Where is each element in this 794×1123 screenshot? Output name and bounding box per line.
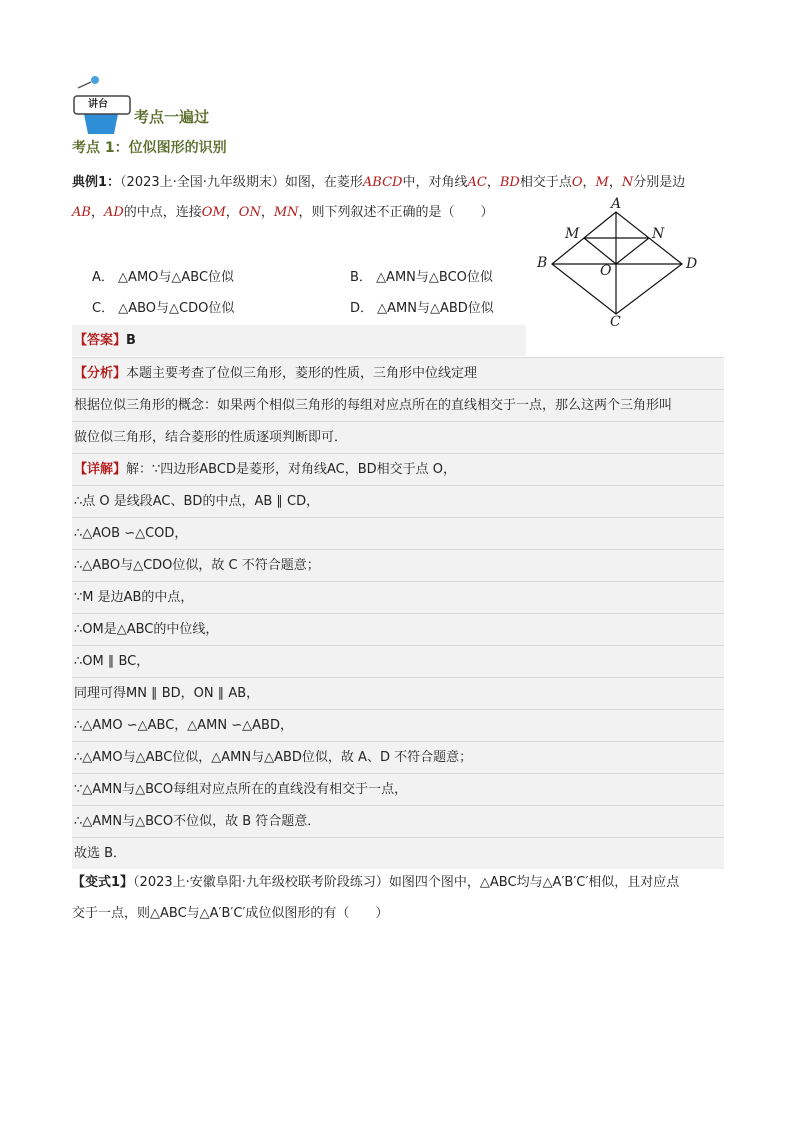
var-o: O	[571, 175, 583, 190]
label-c: C	[610, 314, 621, 330]
detail-text: ∴△AMO ∽△ABC，△AMN ∽△ABD，	[74, 718, 293, 733]
detail-line1	[72, 453, 724, 485]
detail-line9	[72, 709, 724, 741]
answer-row	[72, 325, 526, 356]
variant-tag: 【变式1】	[72, 875, 134, 890]
detail-line12	[72, 805, 724, 837]
option-text: △AMN与△BCO位似	[376, 270, 493, 285]
section-title: 考点一遍过	[134, 108, 210, 126]
detail-text: ∴△AMN与△BCO不位似，故 B 符合题意．	[74, 814, 321, 829]
var-ad: AD	[103, 205, 124, 220]
variant-line1	[72, 874, 679, 892]
detail-line11	[72, 773, 724, 805]
detail-text: 同理可得MN ∥ BD，ON ∥ AB，	[74, 686, 260, 701]
var-mn: MN	[273, 205, 299, 220]
var-n: N	[621, 175, 634, 190]
label-b: B	[537, 255, 548, 271]
option-text: △AMN与△ABD位似	[377, 301, 494, 316]
variant-text: 交于一点，则△ABC与△A′B′C′成位似图形的有（ ）	[72, 906, 389, 921]
analysis-text: 本题主要考查了位似三角形，菱形的性质，三角形中位线定理	[126, 366, 478, 381]
label-o: O	[600, 263, 612, 279]
detail-text: ∵M 是边AB的中点，	[74, 590, 194, 605]
variant-source: （2023上·安徽阜阳·九年级校联考阶段练习）	[133, 875, 389, 890]
var-abcd: ABCD	[362, 175, 403, 190]
detail-text: ∴△AOB ∽△COD，	[74, 526, 188, 541]
stem-text: 分别是边	[633, 175, 686, 190]
detail-line2	[72, 485, 724, 517]
detail-text: 解：∵四边形ABCD是菱形，对角线AC，BD相交于点 O，	[126, 462, 456, 477]
example-stem-line1	[72, 174, 685, 192]
variant-line2	[72, 905, 388, 923]
var-m: M	[595, 175, 609, 190]
variant-text: 如图四个图中，△ABC均与△A′B′C′相似，且对应点	[388, 875, 680, 890]
analysis-text: 根据位似三角形的概念：如果两个相似三角形的每组对应点所在的直线相交于一点，那么这两个三角形叫	[74, 398, 673, 413]
detail-text: ∴OM ∥ BC，	[74, 654, 150, 669]
detail-text: ∴点 O 是线段AC、BD的中点，AB ∥ CD，	[74, 494, 320, 509]
rhombus-figure	[530, 196, 710, 336]
detail-text: ∵△AMN与△BCO每组对应点所在的直线没有相交于一点，	[74, 782, 408, 797]
detail-text: 故选 B．	[74, 846, 127, 861]
detail-text: ∴OM是△ABC的中位线，	[74, 622, 219, 637]
detail-line8	[72, 677, 724, 709]
detail-tag: 【详解】	[74, 462, 127, 477]
var-bd: BD	[499, 175, 520, 190]
option-letter: D．	[350, 301, 374, 316]
var-on: ON	[238, 205, 261, 220]
label-d: D	[686, 256, 698, 272]
label-a: A	[611, 196, 622, 212]
label-m: M	[565, 226, 580, 242]
option-d[interactable]	[350, 300, 494, 318]
stem-text: ，	[225, 205, 239, 220]
option-c[interactable]	[92, 300, 234, 318]
option-text: △ABO与△CDO位似	[118, 301, 235, 316]
stem-text: ，	[90, 205, 104, 220]
detail-line4	[72, 549, 724, 581]
stem-text: 中，对角线	[402, 175, 468, 190]
detail-line10	[72, 741, 724, 773]
detail-line6	[72, 613, 724, 645]
answer-value: B	[126, 333, 136, 348]
label-n: N	[652, 226, 665, 242]
stem-text: ，	[486, 175, 500, 190]
option-letter: B．	[350, 270, 372, 285]
option-b[interactable]	[350, 269, 493, 287]
example-source: （2023上·全国·九年级期末）	[120, 175, 285, 190]
example-stem-line2	[72, 204, 494, 222]
answer-line	[74, 332, 136, 350]
stem-text: ，	[608, 175, 622, 190]
stem-text: 相交于点	[519, 175, 572, 190]
example-label: 典例1：	[72, 175, 121, 190]
stem-text: ，	[582, 175, 596, 190]
stem-text: 如图，在菱形	[284, 175, 363, 190]
detail-line3	[72, 517, 724, 549]
stem-text: ，	[260, 205, 274, 220]
analysis-line3	[72, 421, 724, 453]
detail-text: ∴△AMO与△ABC位似，△AMN与△ABD位似，故 A、D 不符合题意；	[74, 750, 473, 765]
analysis-tag: 【分析】	[74, 366, 127, 381]
analysis-line1	[72, 357, 724, 389]
detail-text: ∴△ABO与△CDO位似，故 C 不符合题意；	[74, 558, 320, 573]
detail-line7	[72, 645, 724, 677]
var-om: OM	[201, 205, 226, 220]
option-text: △AMO与△ABC位似	[118, 270, 235, 285]
subsection-title: 考点 1：位似图形的识别	[72, 140, 227, 156]
analysis-text: 做位似三角形，结合菱形的性质逐项判断即可．	[74, 430, 348, 445]
detail-line13	[72, 837, 724, 869]
stem-text: ，则下列叙述不正确的是（ ）	[298, 205, 494, 220]
lectern-label: 讲台	[88, 99, 108, 110]
var-ac: AC	[467, 175, 487, 190]
detail-line5	[72, 581, 724, 613]
option-letter: C．	[92, 301, 115, 316]
stem-text: 的中点，连接	[123, 205, 202, 220]
option-letter: A．	[92, 270, 114, 285]
var-ab: AB	[72, 205, 91, 220]
answer-tag: 【答案】	[74, 333, 127, 348]
option-a[interactable]	[92, 269, 234, 287]
analysis-line2	[72, 389, 724, 421]
